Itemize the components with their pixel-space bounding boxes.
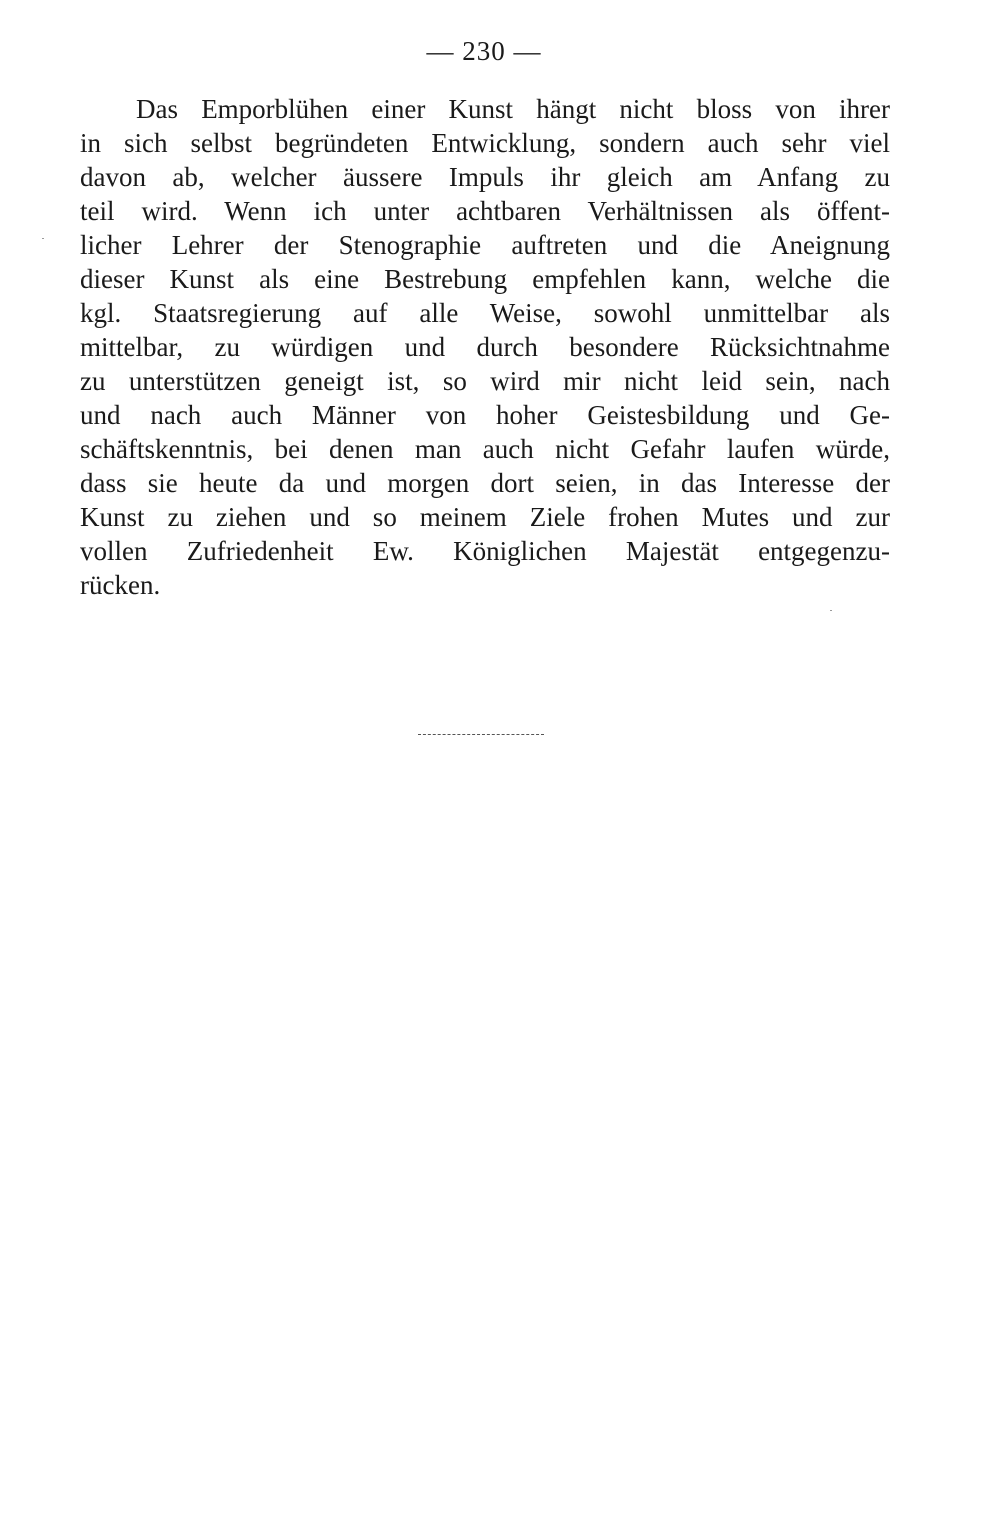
text-line: teil wird. Wenn ich unter achtbaren Verhältnissen als öffent- <box>80 196 890 226</box>
text-line: davon ab, welcher äussere Impuls ihr gleich am Anfang zu <box>80 162 890 192</box>
text-line: Das Emporblühen einer Kunst hängt nicht bloss von ihrer <box>136 94 890 124</box>
text-line: kgl. Staatsregierung auf alle Weise, sowohl unmittelbar als <box>80 298 890 328</box>
page-number: — 230 — <box>426 36 542 66</box>
text-line: licher Lehrer der Stenographie auftreten und die Aneignung <box>80 230 890 260</box>
text-line: in sich selbst begründeten Entwicklung, sondern auch sehr viel <box>80 128 890 158</box>
text-line: und nach auch Männer von hoher Geistesbildung und Ge- <box>80 400 890 430</box>
text-line: vollen Zufriedenheit Ew. Königlichen Majestät entgegenzu- <box>80 536 890 566</box>
scan-speck <box>830 610 832 611</box>
text-line: dass sie heute da und morgen dort seien, in das Interesse der <box>80 468 890 498</box>
text-line: dieser Kunst als eine Bestrebung empfehlen kann, welche die <box>80 264 890 294</box>
scan-speck <box>42 238 44 239</box>
body-paragraph <box>80 92 890 602</box>
text-line: mittelbar, zu würdigen und durch besondere Rücksichtnahme <box>80 332 890 362</box>
text-line: zu unterstützen geneigt ist, so wird mir nicht leid sein, nach <box>80 366 890 396</box>
text-line: rücken. <box>80 570 161 600</box>
text-line: Kunst zu ziehen und so meinem Ziele frohen Mutes und zur <box>80 502 890 532</box>
end-divider <box>418 734 544 735</box>
text-line: schäftskenntnis, bei denen man auch nicht Gefahr laufen würde, <box>80 434 890 464</box>
